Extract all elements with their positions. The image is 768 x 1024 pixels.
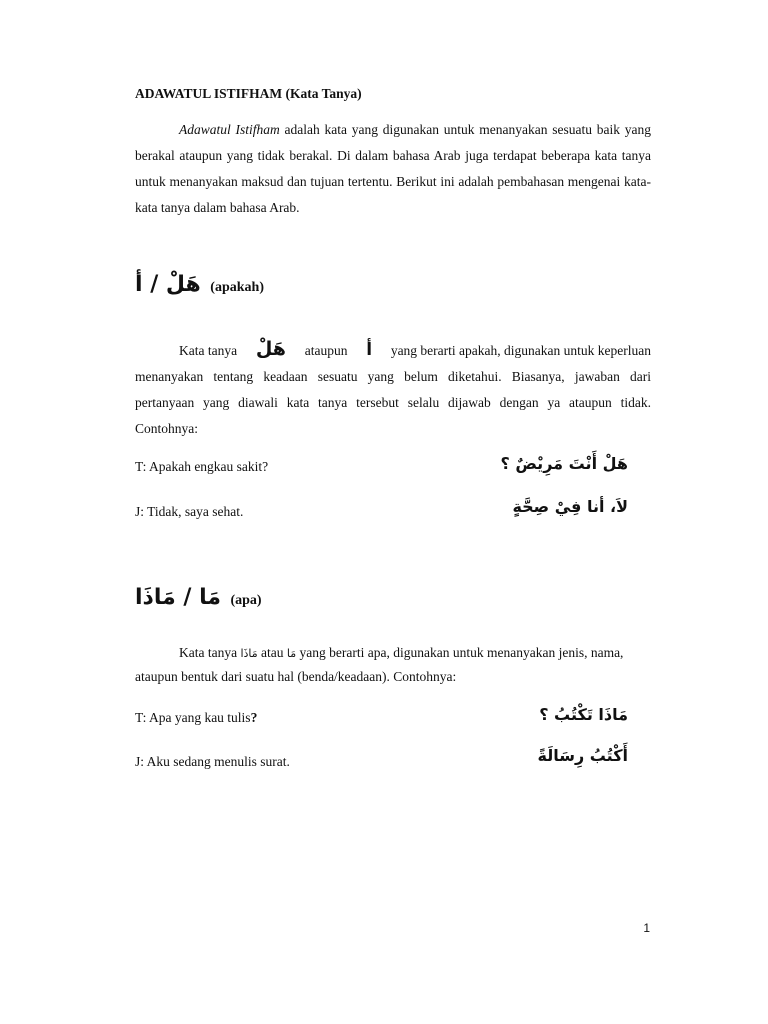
text-run: Kata tanya bbox=[179, 343, 238, 358]
answer-label: J: Aku sedang menulis surat. bbox=[135, 754, 290, 769]
heading-latin: (apa) bbox=[230, 593, 262, 608]
question-text: T: Apa yang kau tulis bbox=[135, 710, 251, 725]
heading-arabic: هَلْ / أ bbox=[135, 272, 201, 297]
text-run: Kata tanya bbox=[179, 645, 238, 660]
section2-second-line: ataupun bentuk dari suatu hal (benda/keadaan). Contohnya: bbox=[135, 669, 457, 684]
section1-first-line bbox=[135, 338, 651, 360]
intro-term: Adawatul Istifham bbox=[179, 122, 280, 137]
question-mark: ? bbox=[250, 710, 258, 725]
question-arabic: مَاذَا تَكْتُبُ ؟ bbox=[539, 705, 628, 724]
text-run: yang berarti apakah, digunakan untuk keperluan bbox=[390, 343, 651, 358]
page-number: 1 bbox=[643, 921, 650, 935]
intro-paragraph bbox=[135, 117, 651, 221]
question-arabic: هَلْ أَنْتَ مَرِيْضٌ ؟ bbox=[500, 454, 628, 473]
section2-first-line bbox=[135, 645, 651, 661]
question-label bbox=[135, 710, 257, 726]
arabic-word-ma: مَا bbox=[286, 647, 297, 660]
arabic-word-a: أ bbox=[366, 340, 373, 360]
section-heading-ma bbox=[135, 585, 262, 610]
answer-label: J: Tidak, saya sehat. bbox=[135, 504, 244, 519]
section1-paragraph: menanyakan tentang keadaan sesuatu yang belum diketahui. Biasanya, jawaban dari pertanyaan yang diawali kata tanya tersebut selalu dijawab dengan ya ataupun tidak. Contohnya: bbox=[135, 369, 651, 436]
heading-latin: (apakah) bbox=[210, 280, 264, 295]
section-heading-hal bbox=[135, 272, 264, 297]
question-label: T: Apakah engkau sakit? bbox=[135, 459, 269, 474]
answer-arabic: أَكْتُبُ رِسَالَةً bbox=[537, 746, 628, 765]
text-run: yang berarti apa, digunakan untuk menanyakan jenis, nama, bbox=[299, 645, 624, 660]
intro-text: adalah kata yang digunakan untuk menanyakan sesuatu baik yang berakal ataupun yang tidak berakal. Di dalam bahasa Arab juga terdapat beberapa kata tanya untuk menanyakan maksud dan tujuan tertentu. Berikut ini adalah pembahasan mengenai kata-kata tanya dalam bahasa Arab. bbox=[135, 122, 651, 215]
page-title: ADAWATUL ISTIFHAM (Kata Tanya) bbox=[135, 86, 362, 101]
arabic-word-madza: مَاذَا bbox=[240, 647, 258, 660]
arabic-word-hal: هَلْ bbox=[255, 338, 286, 360]
answer-arabic: لاَ، أنا فِيْ صِحَّةٍ bbox=[512, 497, 628, 516]
text-run: atau bbox=[261, 645, 284, 660]
heading-arabic: مَا / مَاذَا bbox=[135, 585, 221, 610]
text-run: ataupun bbox=[304, 343, 348, 358]
